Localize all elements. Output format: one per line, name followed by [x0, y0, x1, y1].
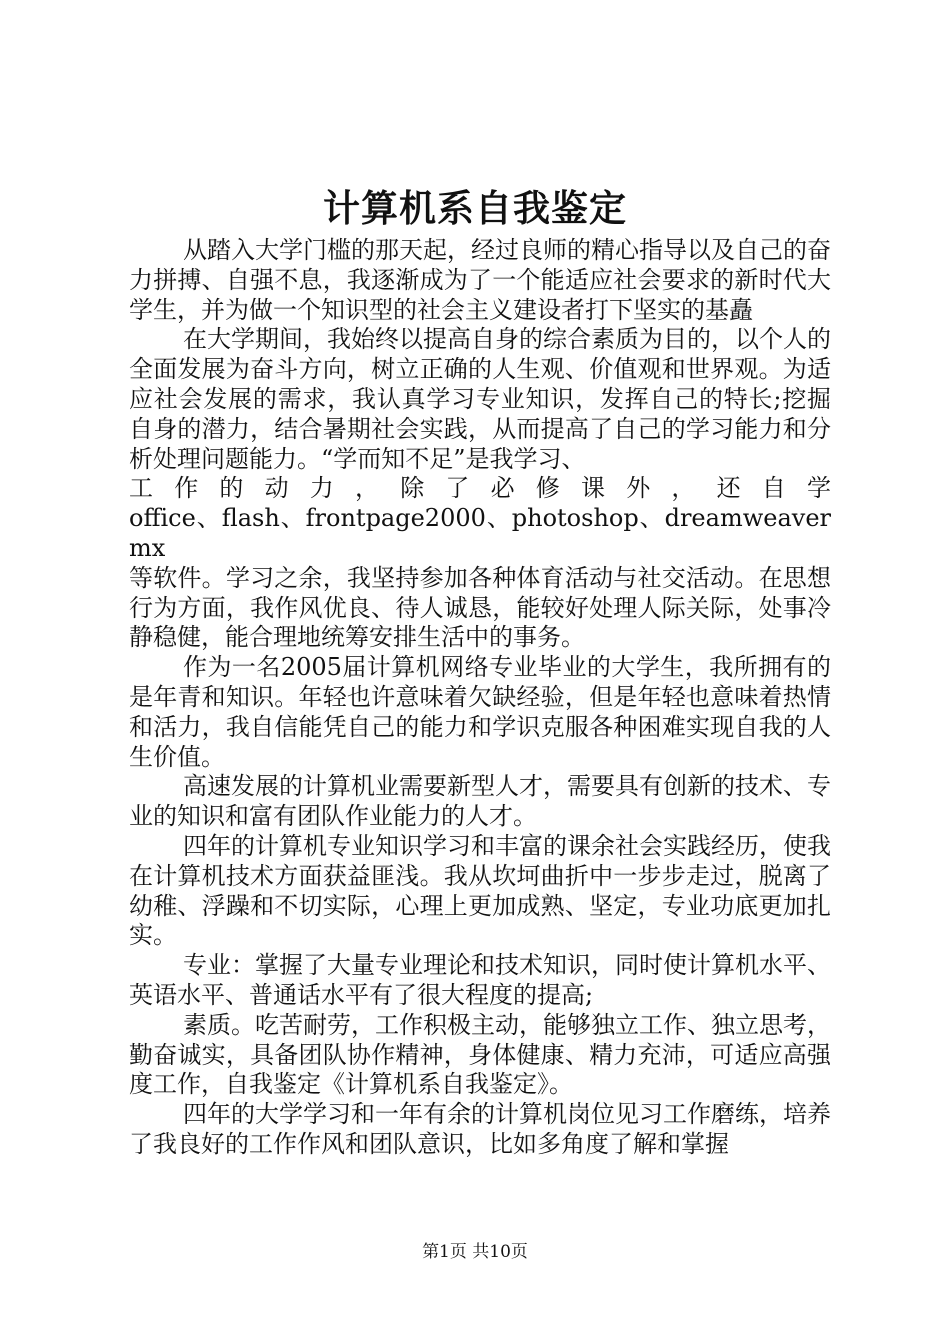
paragraph-4: 高速发展的计算机业需要新型人才，需要具有创新的技术、专业的知识和富有团队作业能力的人才。: [129, 772, 831, 831]
paragraph-2-text: 在大学期间，我始终以提高自身的综合素质为目的，以个人的全面发展为奋斗方向，树立正确的人生观、价值观和世界观。为适应社会发展的需求，我认真学习专业知识，发挥自己的特长;挖掘自身的潜力，结合暑期社会实践，从而提高了自己的学习能力和分析处理问题能力。“学而知不足”是我学习、: [129, 325, 831, 473]
document-title: 计算机系自我鉴定: [323, 186, 627, 230]
paragraph-8: 四年的大学学习和一年有余的计算机岗位见习工作磨练，培养了我良好的工作作风和团队意识，比如多角度了解和掌握: [129, 1100, 831, 1158]
paragraph-6: 专业：掌握了大量专业理论和技术知识，同时使计算机水平、英语水平、普通话水平有了很大程度的提高;: [129, 951, 831, 1009]
paragraph-5: 四年的计算机专业知识学习和丰富的课余社会实践经历，使我在计算机技术方面获益匪浅。我从坎坷曲折中一步步走过，脱离了幼稚、浮躁和不切实际，心理上更加成熟、坚定，专业功底更加扎实。: [129, 831, 831, 950]
document-body: [129, 236, 831, 1160]
paragraph-2: [129, 325, 831, 653]
paragraph-3: 作为一名2005届计算机网络专业毕业的大学生，我所拥有的是年青和知识。年轻也许意味着欠缺经验，但是年轻也意味着热情和活力，我自信能凭自己的能力和学识克服各种困难实现自我的人生价值。: [129, 653, 831, 771]
paragraph-2-spaced-line: 工作的动力，除了必修课外，还自学: [129, 474, 831, 503]
paragraph-7: 素质。吃苦耐劳，工作积极主动，能够独立工作、独立思考，勤奋诚实，具备团队协作精神，身体健康、精力充沛，可适应高强度工作，自我鉴定《计算机系自我鉴定》。: [129, 1010, 831, 1099]
page-footer: 第1页 共10页: [422, 1242, 528, 1262]
paragraph-2-tail: 等软件。学习之余，我坚持参加各种体育活动与社交活动。在思想行为方面，我作风优良、待人诚恳，能较好处理人际关际，处事冷静稳健，能合理地统筹安排生活中的事务。: [129, 563, 831, 652]
paragraph-2-software-line: office、flash、frontpage2000、photoshop、dreamweavermx: [129, 504, 831, 562]
paragraph-1: 从踏入大学门槛的那天起，经过良师的精心指导以及自己的奋力拼搏、自强不息，我逐渐成为了一个能适应社会要求的新时代大学生，并为做一个知识型的社会主义建设者打下坚实的基矗: [129, 236, 831, 324]
